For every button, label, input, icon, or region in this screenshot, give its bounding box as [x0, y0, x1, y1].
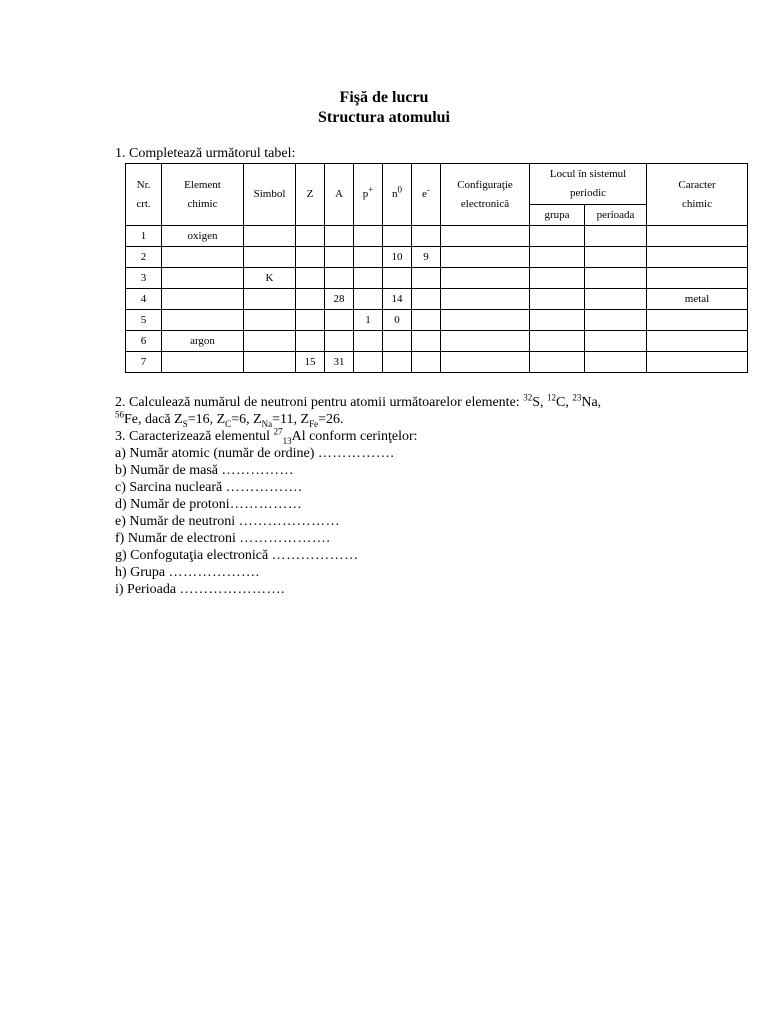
table-cell[interactable]: argon — [162, 331, 244, 352]
table-cell[interactable] — [412, 268, 441, 289]
table-cell[interactable] — [296, 331, 325, 352]
header-simbol: Simbol — [244, 164, 296, 226]
header-locul: Locul în sistemul periodic — [530, 164, 647, 205]
table-cell[interactable]: 1 — [354, 310, 383, 331]
table-cell[interactable] — [383, 226, 412, 247]
item-label: e) Număr de neutroni — [115, 514, 239, 529]
task-3-item — [115, 531, 330, 547]
table-cell[interactable] — [162, 310, 244, 331]
table-cell[interactable]: 4 — [126, 289, 162, 310]
table-cell[interactable] — [530, 289, 585, 310]
table-cell[interactable] — [647, 352, 748, 373]
table-row — [126, 352, 748, 373]
table-cell[interactable] — [647, 310, 748, 331]
table-cell[interactable] — [441, 268, 530, 289]
table-cell[interactable] — [244, 226, 296, 247]
header-perioada: perioada — [585, 205, 647, 226]
table-cell[interactable] — [162, 352, 244, 373]
table-cell[interactable] — [244, 331, 296, 352]
table-cell[interactable] — [585, 352, 647, 373]
task-3-item — [115, 497, 302, 513]
table-cell[interactable] — [412, 226, 441, 247]
answer-blank[interactable]: ………………. — [239, 531, 331, 546]
table-cell[interactable]: 14 — [383, 289, 412, 310]
table-cell[interactable] — [325, 268, 354, 289]
answer-blank[interactable]: …………………. — [179, 582, 286, 597]
item-label: i) Perioada — [115, 582, 180, 597]
header-config: Configuraţie electronică — [441, 164, 530, 226]
table-cell[interactable] — [244, 289, 296, 310]
answer-blank[interactable]: ……………. — [317, 446, 395, 461]
task-3-item — [115, 446, 394, 462]
task-2-instruction: 2. Calculează numărul de neutroni pentru atomii următoarelor elemente: $^{32}$S, $^{12}$C, $^{23}$Na, — [115, 392, 602, 410]
table-cell[interactable] — [354, 226, 383, 247]
answer-blank[interactable]: ………………… — [238, 514, 341, 529]
table-cell[interactable] — [441, 310, 530, 331]
table-cell[interactable]: 31 — [325, 352, 354, 373]
item-label: b) Număr de masă — [115, 463, 222, 478]
table-cell[interactable]: 9 — [412, 247, 441, 268]
table-cell[interactable] — [383, 331, 412, 352]
header-a: A — [325, 164, 354, 226]
table-cell[interactable]: 7 — [126, 352, 162, 373]
item-label: h) Grupa — [115, 565, 169, 580]
table-cell[interactable]: 15 — [296, 352, 325, 373]
table-cell[interactable] — [296, 247, 325, 268]
table-cell[interactable]: 0 — [383, 310, 412, 331]
table-cell[interactable]: 5 — [126, 310, 162, 331]
table-row — [126, 268, 748, 289]
task-1-instruction: 1. Completează următorul tabel: — [115, 146, 296, 161]
answer-blank[interactable]: ……………… — [271, 548, 359, 563]
answer-blank[interactable]: …………… — [229, 497, 303, 512]
table-cell[interactable] — [412, 310, 441, 331]
table-cell[interactable] — [244, 352, 296, 373]
header-electrons: e- — [412, 164, 441, 226]
page-subtitle: Structura atomului — [318, 109, 450, 126]
table-cell[interactable] — [354, 352, 383, 373]
answer-blank[interactable]: ……………. — [225, 480, 303, 495]
table-cell[interactable]: metal — [647, 289, 748, 310]
header-protons: p+ — [354, 164, 383, 226]
task-3-item — [115, 514, 340, 530]
table-cell[interactable] — [354, 247, 383, 268]
table-cell[interactable] — [296, 268, 325, 289]
table-cell[interactable] — [530, 310, 585, 331]
table-cell[interactable]: oxigen — [162, 226, 244, 247]
table-cell[interactable]: 2 — [126, 247, 162, 268]
table-row — [126, 331, 748, 352]
task-2-values: $^{56}$Fe, dacă $Z_S=16$, $Z_C=6$, $Z_{Na}=11$, $Z_{Fe}=26$. — [115, 409, 344, 429]
table-cell[interactable] — [162, 268, 244, 289]
table-cell[interactable] — [441, 331, 530, 352]
table-cell[interactable] — [162, 247, 244, 268]
header-caracter: Caracter chimic — [647, 164, 748, 226]
table-cell[interactable] — [354, 331, 383, 352]
table-cell[interactable] — [530, 247, 585, 268]
table-cell[interactable] — [325, 226, 354, 247]
table-cell[interactable]: 28 — [325, 289, 354, 310]
task-3-item — [115, 463, 294, 479]
header-element: Element chimic — [162, 164, 244, 226]
table-cell[interactable] — [383, 268, 412, 289]
table-cell[interactable] — [354, 289, 383, 310]
task-3-instruction: 3. Caracterizează elementul $^{27}_{13}$Al conform cerinţelor: — [115, 426, 418, 446]
task-3-item — [115, 480, 302, 496]
table-cell[interactable] — [325, 331, 354, 352]
task-3-item — [115, 548, 359, 564]
table-cell[interactable] — [383, 352, 412, 373]
table-cell[interactable] — [530, 331, 585, 352]
table-cell[interactable] — [585, 331, 647, 352]
table-cell[interactable] — [585, 310, 647, 331]
item-label: f) Număr de electroni — [115, 531, 240, 546]
table-cell[interactable] — [296, 226, 325, 247]
table-cell[interactable] — [647, 226, 748, 247]
item-label: d) Număr de protoni — [115, 497, 230, 512]
table-cell[interactable] — [441, 226, 530, 247]
page-title: Fişă de lucru — [339, 89, 429, 106]
header-z: Z — [296, 164, 325, 226]
table-cell[interactable] — [441, 247, 530, 268]
table-row — [126, 310, 748, 331]
table-cell[interactable] — [585, 247, 647, 268]
table-cell[interactable] — [162, 289, 244, 310]
table-cell[interactable] — [530, 226, 585, 247]
table-row — [126, 226, 748, 247]
table-cell[interactable] — [325, 247, 354, 268]
table-cell[interactable]: 10 — [383, 247, 412, 268]
table-cell[interactable] — [441, 352, 530, 373]
table-cell[interactable]: 3 — [126, 268, 162, 289]
table-cell[interactable] — [325, 310, 354, 331]
table-cell[interactable] — [354, 268, 383, 289]
table-cell[interactable] — [296, 310, 325, 331]
table-cell[interactable] — [296, 289, 325, 310]
table-cell[interactable] — [441, 289, 530, 310]
table-cell[interactable] — [585, 226, 647, 247]
table-row — [126, 289, 748, 310]
table-cell[interactable] — [647, 247, 748, 268]
table-cell[interactable] — [412, 289, 441, 310]
table-cell[interactable]: 1 — [126, 226, 162, 247]
item-label: g) Confogutaţia electronică — [115, 548, 272, 563]
answer-blank[interactable]: ………………. — [168, 565, 260, 580]
item-label: c) Sarcina nucleară — [115, 480, 226, 495]
table-cell[interactable] — [412, 331, 441, 352]
answer-blank[interactable]: …………… — [221, 463, 295, 478]
header-neutrons: $n^0$ — [383, 164, 412, 226]
task-3-item — [115, 565, 260, 581]
table-cell[interactable] — [530, 352, 585, 373]
task-3-item — [115, 582, 285, 598]
table-cell[interactable] — [647, 268, 748, 289]
table-cell[interactable] — [244, 310, 296, 331]
table-cell[interactable] — [647, 331, 748, 352]
atom-structure-table — [125, 163, 748, 373]
table-cell[interactable]: 6 — [126, 331, 162, 352]
table-cell[interactable] — [244, 247, 296, 268]
header-nr: Nr. crt. — [126, 164, 162, 226]
table-cell[interactable] — [530, 268, 585, 289]
table-cell[interactable] — [585, 289, 647, 310]
header-grupa: grupa — [530, 205, 585, 226]
table-cell[interactable] — [585, 268, 647, 289]
item-label: a) Număr atomic (număr de ordine) — [115, 446, 318, 461]
table-row — [126, 247, 748, 268]
table-cell[interactable] — [412, 352, 441, 373]
table-cell[interactable]: K — [244, 268, 296, 289]
